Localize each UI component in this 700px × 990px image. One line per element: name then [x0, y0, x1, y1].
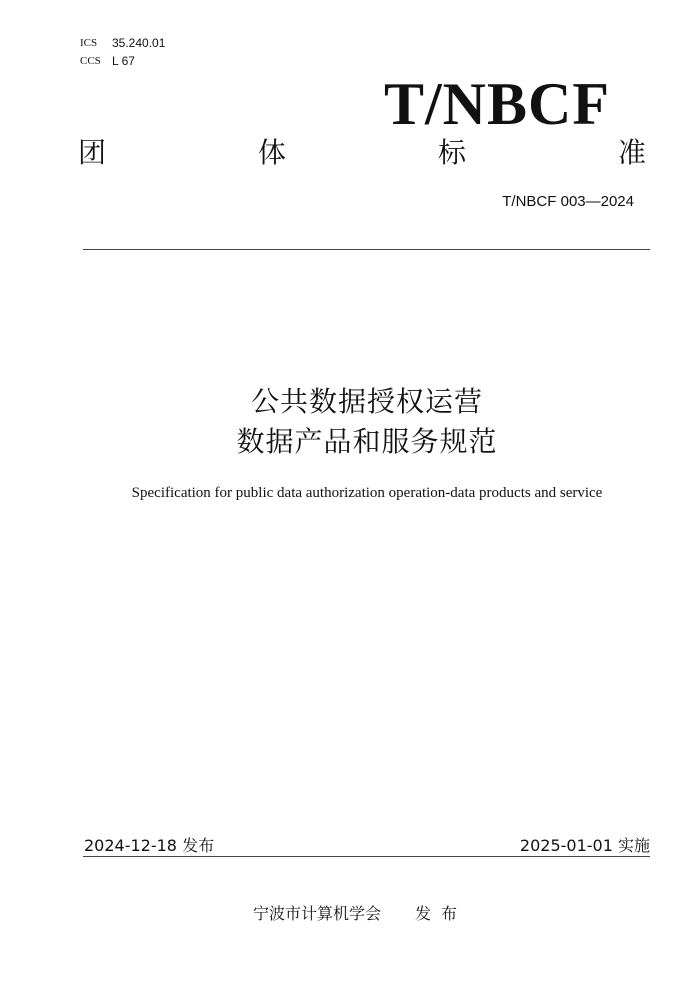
publish-action: 发布 [415, 904, 468, 923]
standard-brand: T/NBCF [383, 71, 610, 137]
publisher-name: 宁波市计算机学会 [252, 904, 381, 923]
standard-type-char-3: 标 [437, 136, 466, 169]
ccs-label: CCS [80, 55, 101, 67]
standard-type-char-1: 团 [78, 136, 107, 169]
ics-row [80, 34, 165, 52]
footer-divider [83, 856, 650, 857]
ics-label: ICS [80, 37, 98, 49]
effective-date: 2025-01-01 实施 [519, 836, 650, 855]
header-divider [83, 249, 650, 250]
standard-type-char-4: 准 [617, 136, 646, 169]
classification-codes [80, 34, 165, 70]
standard-type-char-2: 体 [257, 136, 286, 169]
ics-code: 35.240.01 [112, 36, 166, 50]
ccs-row [80, 52, 165, 70]
ccs-code: L 67 [112, 54, 135, 68]
publisher [0, 904, 700, 924]
issue-date: 2024-12-18 发布 [84, 836, 215, 855]
english-title: Specification for public data authorization operation-data products and service [131, 485, 603, 501]
standard-number: T/NBCF 003—2024 [502, 193, 634, 210]
standard-type [78, 136, 646, 170]
title-line-1: 公共数据授权运营 [250, 385, 483, 418]
title-line-2: 数据产品和服务规范 [236, 425, 498, 458]
